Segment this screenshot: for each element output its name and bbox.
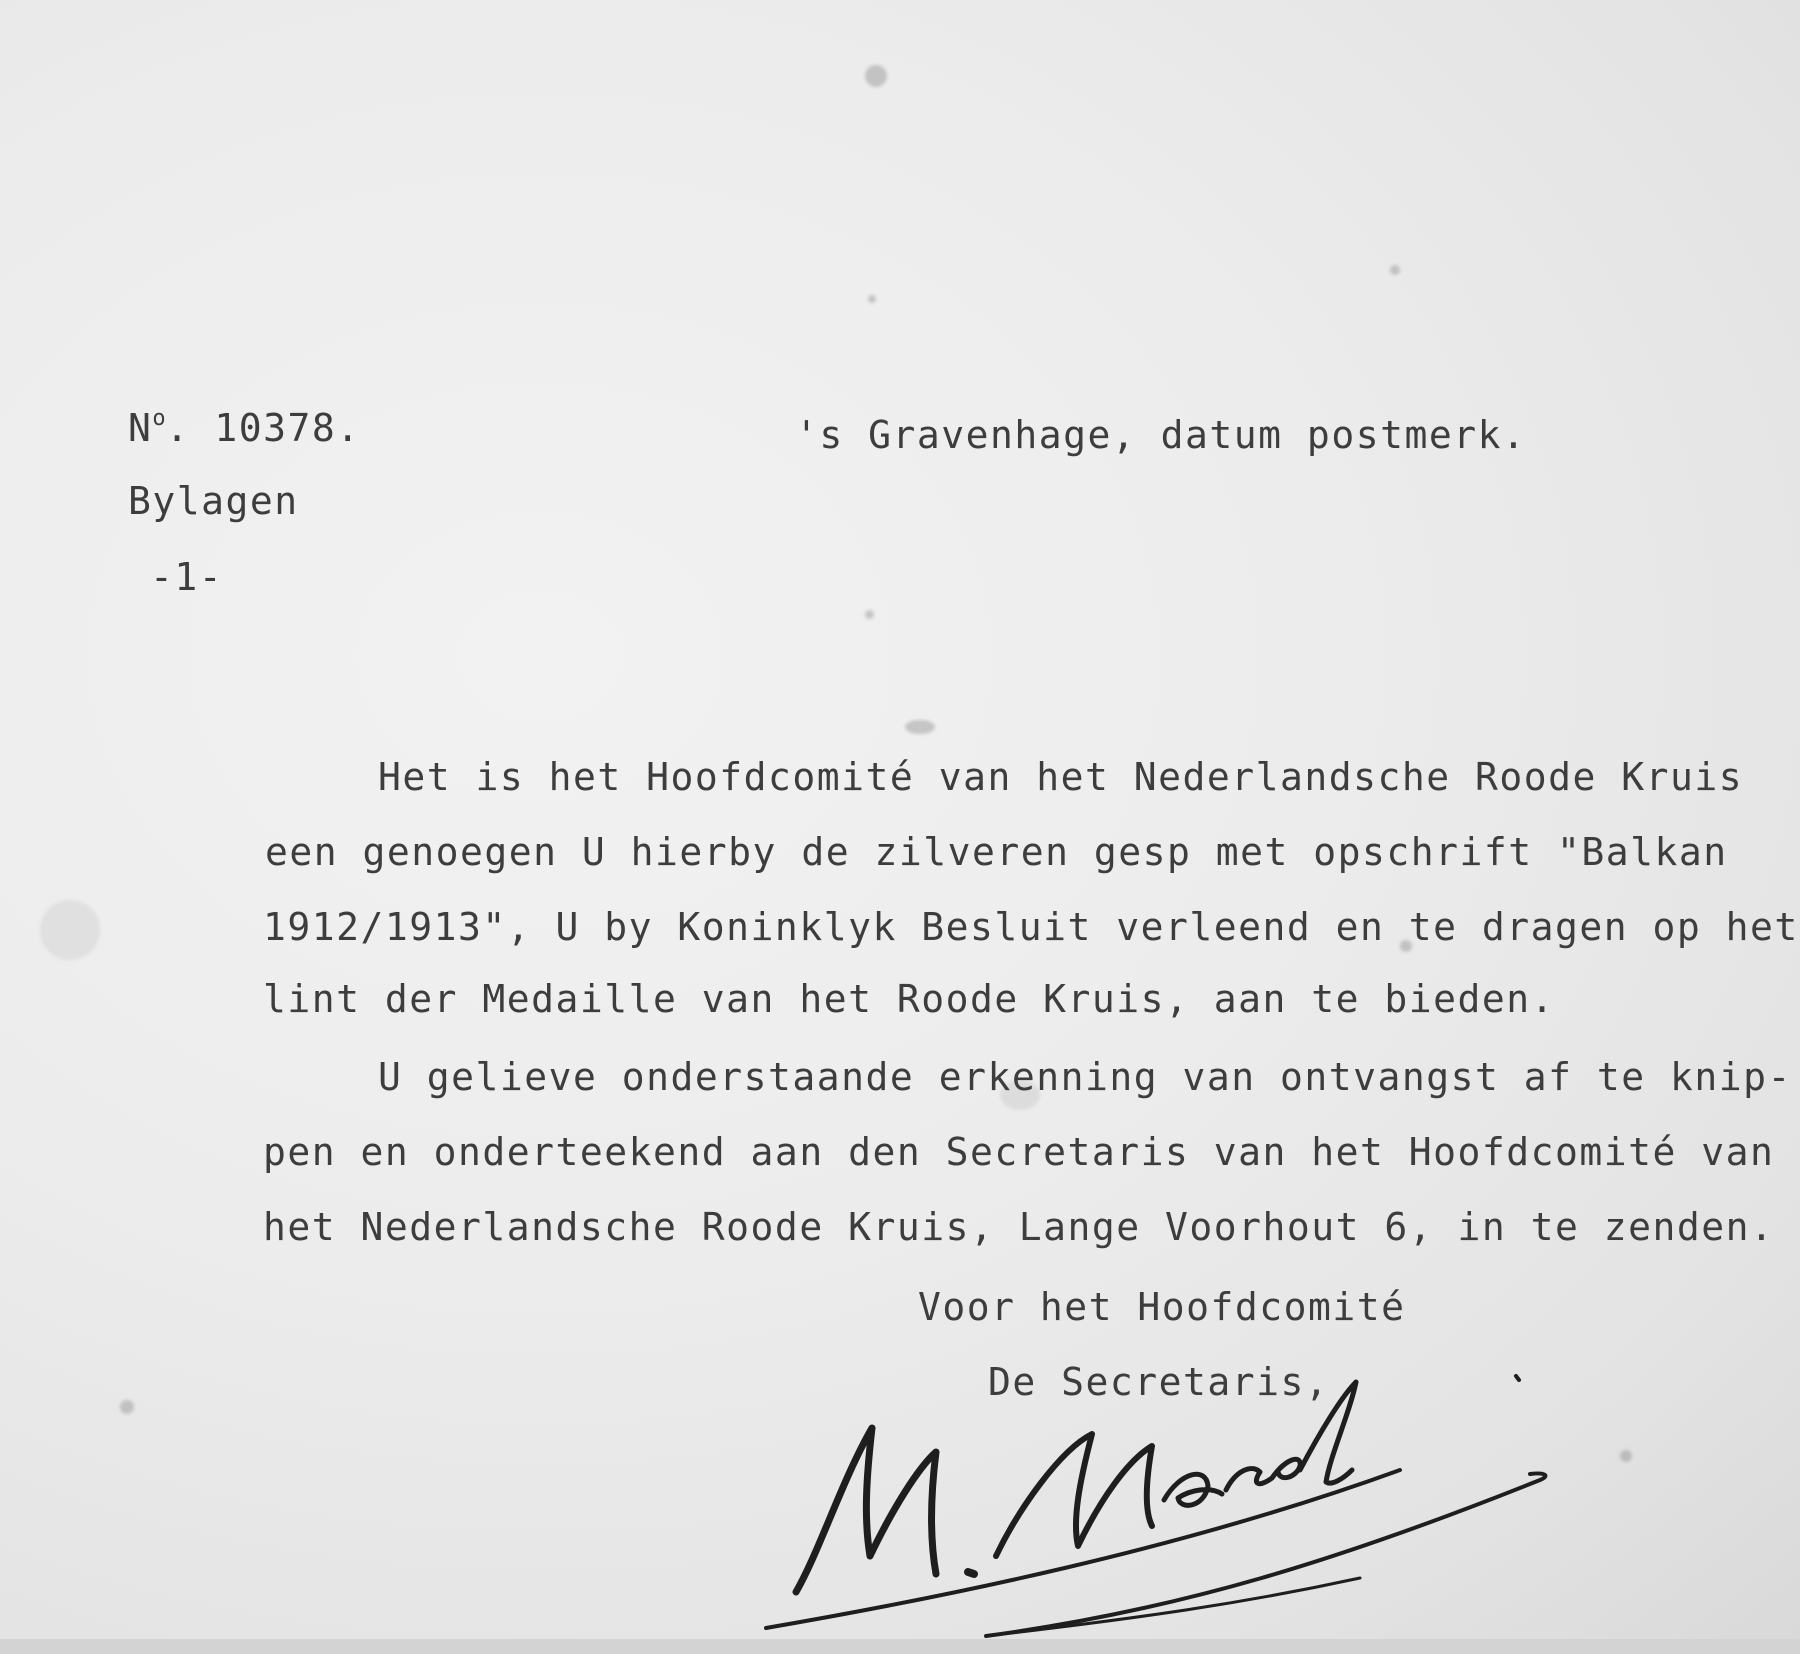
paper-speck (868, 295, 876, 303)
reference-number-prefix: N (128, 406, 153, 450)
paper-speck (865, 65, 887, 87)
paper-speck (40, 900, 100, 960)
paper-speck (865, 610, 874, 619)
body-line: pen en onderteekend aan den Secretaris van het Hoofdcomité van (263, 1130, 1775, 1174)
scan-border (0, 1639, 1800, 1654)
closing-line: Voor het Hoofdcomité (918, 1285, 1406, 1329)
body-line: lint der Medaille van het Roode Kruis, aan te bieden. (263, 977, 1556, 1021)
reference-number-value: . 10378. (165, 406, 361, 450)
paper-speck (1390, 265, 1400, 275)
body-line: U gelieve onderstaande erkenning van ontvangst af te knip- (378, 1055, 1792, 1099)
paper-speck (905, 720, 935, 734)
body-line: 1912/1913", U by Koninklyk Besluit verleend en te dragen op het (263, 905, 1799, 949)
paper-speck (1620, 1450, 1632, 1462)
paper-speck (120, 1400, 134, 1414)
handwritten-signature (760, 1360, 1560, 1639)
enclosures-count: -1- (150, 555, 224, 599)
body-line: het Nederlandsche Roode Kruis, Lange Voorhout 6, in te zenden. (263, 1205, 1775, 1249)
place-and-date: 's Gravenhage, datum postmerk. (795, 413, 1527, 457)
closing-line: De Secretaris, (988, 1360, 1330, 1404)
reference-number-superscript: o (152, 406, 166, 431)
enclosures-label: Bylagen (128, 479, 299, 523)
body-line: Het is het Hoofdcomité van het Nederlandsche Roode Kruis (378, 755, 1744, 799)
reference-number (128, 406, 361, 450)
body-line: een genoegen U hierby de zilveren gesp met opschrift "Balkan (265, 830, 1728, 874)
